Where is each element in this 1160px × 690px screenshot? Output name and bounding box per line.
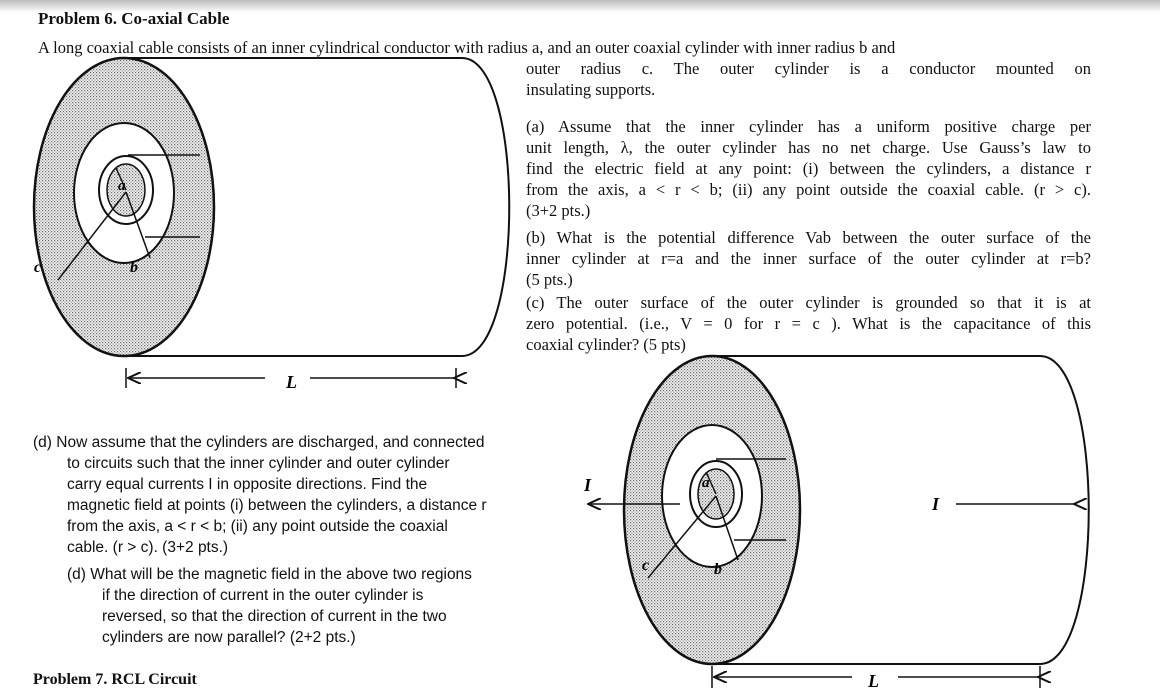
part-a-line: find the electric field at any point: (i) between the cylinders, a distance r <box>526 159 1091 178</box>
coax-figure-bottom <box>583 356 1089 690</box>
part-c-line: coaxial cylinder? (5 pts) <box>526 335 686 354</box>
label-length: L <box>286 372 297 392</box>
part-a-line: from the axis, a < r < b; (ii) any point outside the coaxial cable. (r > c). <box>526 180 1091 199</box>
part-d-line: to circuits such that the inner cylinder and outer cylinder <box>67 455 450 472</box>
problem-7-title: Problem 7. RCL Circuit <box>33 671 197 688</box>
part-d-line: carry equal currents I in opposite directions. Find the <box>67 476 428 493</box>
part-d2-line: (d) What will be the magnetic field in the above two regions <box>67 566 472 583</box>
part-d-line: magnetic field at points (i) between the cylinders, a distance r <box>67 497 487 514</box>
label-b: b <box>130 259 138 276</box>
part-a-line: (3+2 pts.) <box>526 201 591 220</box>
part-d2-line: reversed, so that the direction of current in the two <box>102 608 447 625</box>
intro-line-1: A long coaxial cable consists of an inner cylindrical conductor with radius a, and an outer coaxial cylinder with inner radius b and <box>38 38 896 57</box>
label-length: L <box>868 671 879 690</box>
label-a: a <box>702 475 710 491</box>
part-d2-line: cylinders are now parallel? (2+2 pts.) <box>102 629 356 646</box>
intro-line-2: outer radius c. The outer cylinder is a conductor mounted on <box>526 59 1091 78</box>
label-current-right: I <box>932 494 940 514</box>
label-b: b <box>714 561 722 578</box>
part-d-line: from the axis, a < r < b; (ii) any point outside the coaxial <box>67 518 448 535</box>
part-b-line: (5 pts.) <box>526 270 573 289</box>
label-c: c <box>34 259 42 276</box>
label-a: a <box>118 178 126 194</box>
part-b-line: inner cylinder at r=a and the inner surface of the outer cylinder at r=b? <box>526 249 1091 268</box>
part-a-line: (a) Assume that the inner cylinder has a uniform positive charge per <box>526 117 1091 136</box>
problem-6-title: Problem 6. Co-axial Cable <box>38 9 230 28</box>
intro-line-3: insulating supports. <box>526 80 656 99</box>
part-d-line: cable. (r > c). (3+2 pts.) <box>67 539 229 556</box>
coax-figure-top <box>34 58 509 392</box>
part-a-line: unit length, λ, the outer cylinder has no net charge. Use Gauss’s law to <box>526 138 1091 157</box>
label-current-left: I <box>584 475 592 495</box>
label-c: c <box>642 557 650 574</box>
part-c-line: (c) The outer surface of the outer cylinder is grounded so that it is at <box>526 293 1091 312</box>
part-d2-line: if the direction of current in the outer cylinder is <box>102 587 424 604</box>
part-d-line: (d) Now assume that the cylinders are discharged, and connected <box>33 434 485 451</box>
part-c-line: zero potential. (i.e., V = 0 for r = c ). What is the capacitance of this <box>526 314 1091 333</box>
part-b-line: (b) What is the potential difference Vab between the outer surface of the <box>526 228 1091 247</box>
